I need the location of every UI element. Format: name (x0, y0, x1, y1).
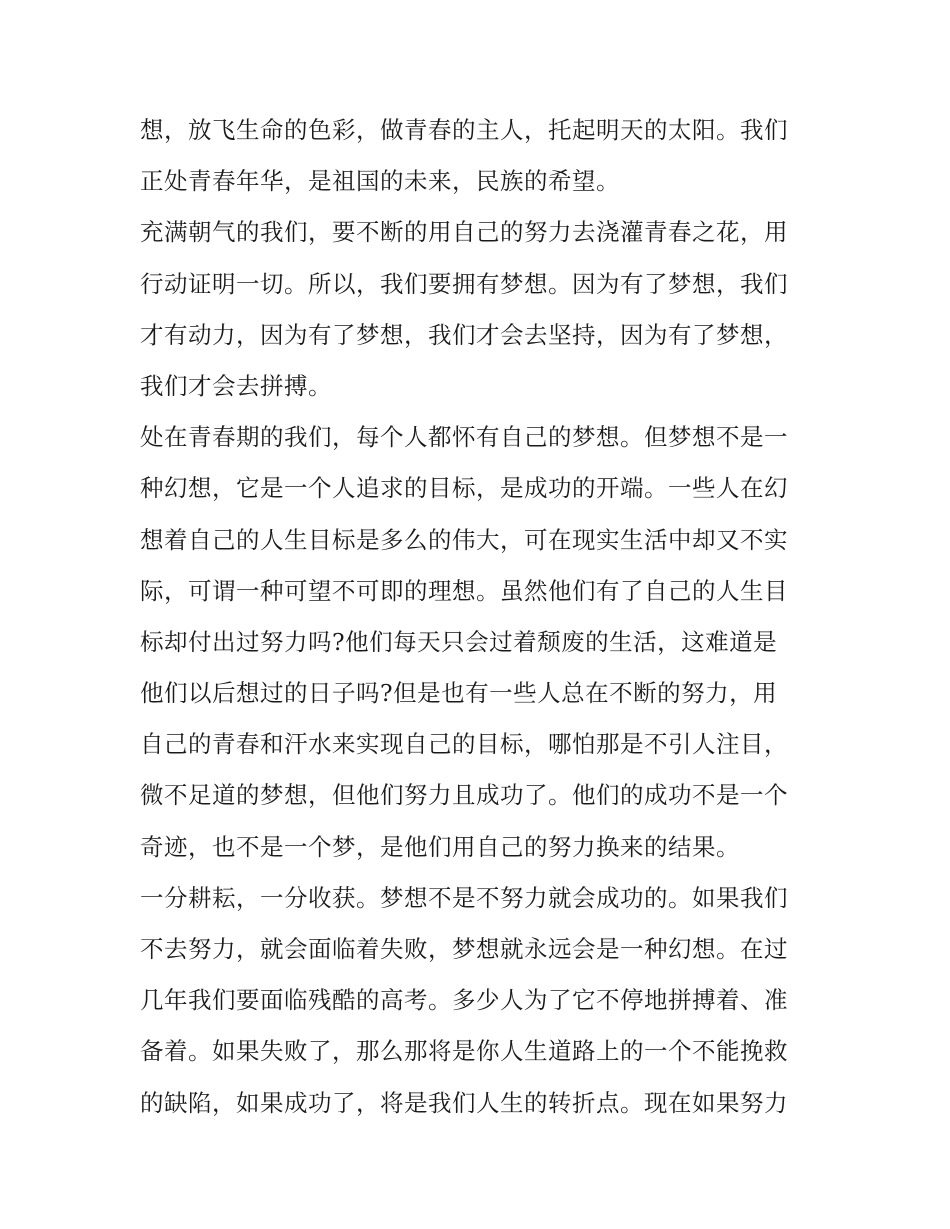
text-line: 他们以后想过的日子吗?但是也有一些人总在不断的努力，用 (140, 679, 778, 708)
text-line: 自己的青春和汗水来实现自己的目标，哪怕那是不引人注目， (140, 730, 788, 759)
text-line: 际，可谓一种可望不可即的理想。虽然他们有了自己的人生目 (140, 576, 788, 605)
text-line: 不去努力，就会面临着失败，梦想就永远会是一种幻想。在过 (140, 935, 788, 963)
text-line: 想着自己的人生目标是多么的伟大，可在现实生活中却又不实 (140, 525, 788, 554)
text-line: 我们才会去拼搏。 (140, 371, 332, 400)
text-line: 几年我们要面临残酷的高考。多少人为了它不停地拼搏着、准 (140, 986, 788, 1015)
text-line: 行动证明一切。所以，我们要拥有梦想。因为有了梦想，我们 (140, 269, 788, 298)
text-line: 种幻想，它是一个人追求的目标，是成功的开端。一些人在幻 (140, 474, 788, 503)
text-line: 正处青春年华，是祖国的未来，民族的希望。 (140, 167, 620, 196)
text-line: 想，放飞生命的色彩，做青春的主人，托起明天的太阳。我们 (140, 116, 788, 144)
text-line: 才有动力，因为有了梦想，我们才会去坚持，因为有了梦想， (140, 320, 788, 349)
text-line: 标却付出过努力吗?他们每天只会过着颓废的生活，这难道是 (140, 627, 778, 656)
text-line: 备着。如果失败了，那么那将是你人生道路上的一个不能挽救 (140, 1037, 788, 1066)
text-line: 微不足道的梦想，但他们努力且成功了。他们的成功不是一个 (140, 781, 788, 810)
text-line: 奇迹，也不是一个梦，是他们用自己的努力换来的结果。 (140, 832, 740, 861)
text-line: 处在青春期的我们，每个人都怀有自己的梦想。但梦想不是一 (140, 423, 788, 452)
text-line: 充满朝气的我们，要不断的用自己的努力去浇灌青春之花，用 (140, 218, 788, 247)
text-line: 一分耕耘，一分收获。梦想不是不努力就会成功的。如果我们 (140, 883, 788, 912)
text-line: 的缺陷，如果成功了，将是我们人生的转折点。现在如果努力 (140, 1088, 788, 1117)
body-text (140, 105, 820, 1129)
